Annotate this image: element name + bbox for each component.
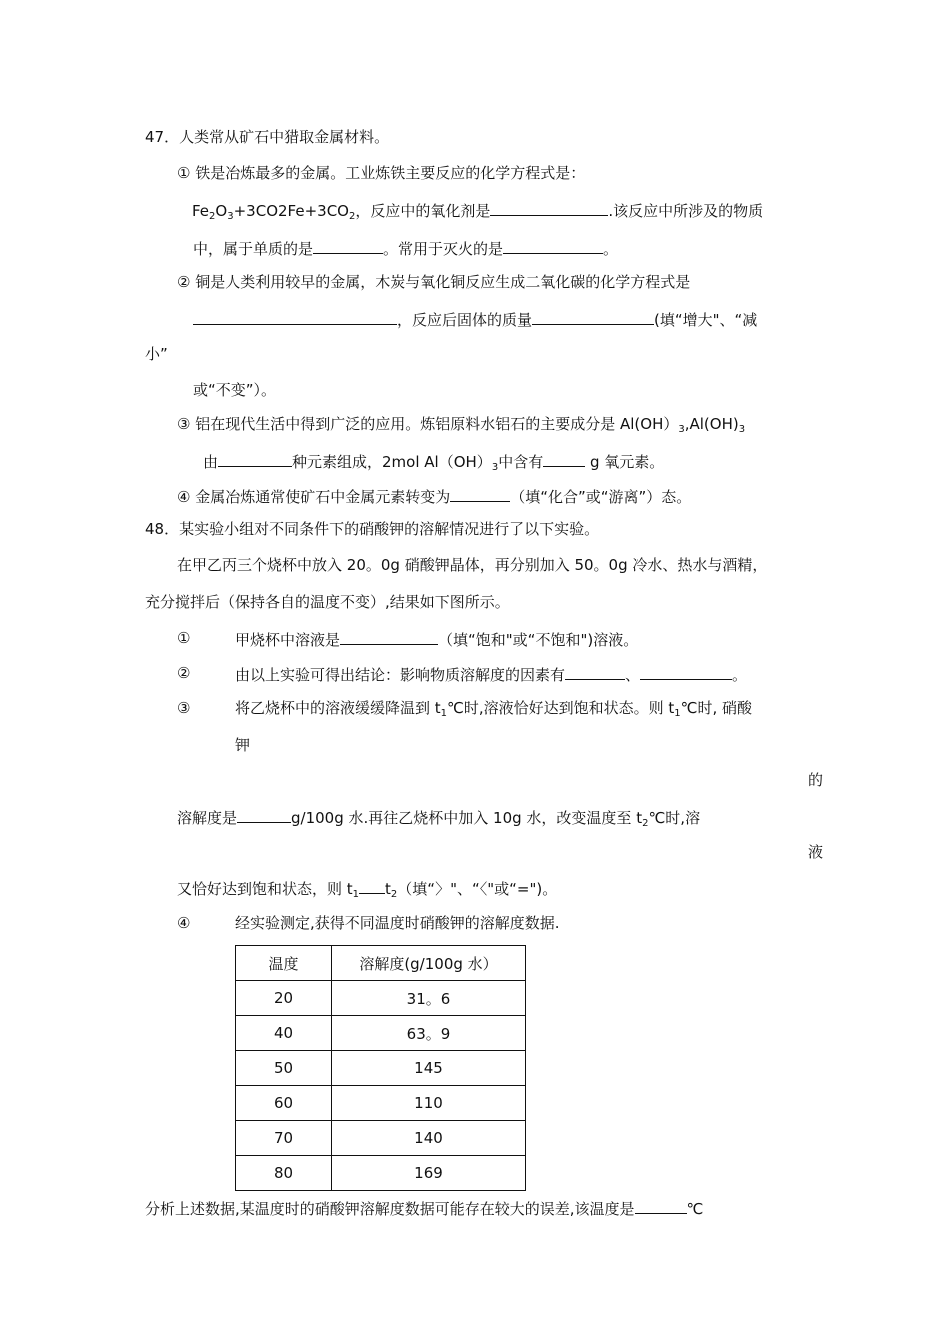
i3-b: ℃时,溶液恰好达到饱和状态。则 t [447,699,675,717]
table-cell: 20 [236,981,332,1016]
i1-a: 甲烧杯中溶液是 [235,631,341,649]
line3-c: 。 [603,240,619,258]
q48-item3-right1: 的 [808,771,824,789]
i2-c: 。 [732,666,748,684]
line3-b: 。常用于灭火的是 [383,240,504,258]
i1-b: （填“饱和"或“不饱和")溶液。 [438,631,639,649]
saturation-blank[interactable] [340,628,438,645]
final-b: ℃ [686,1200,704,1218]
element-count-blank[interactable] [218,450,292,467]
after-eq-text: ，反应中的氧化剂是 [355,202,491,220]
table-row [236,981,526,1016]
q47-part1-line3 [193,237,618,259]
table-header-temp: 温度 [236,946,332,981]
i3-line3-a: 溶解度是 [177,809,238,827]
q48-item3-line4 [177,877,557,905]
i3-sub5: 2 [390,889,398,900]
q48-item3-right2: 液 [808,843,824,861]
i3-c: ℃时, 硝酸 [680,699,753,717]
eq-sub-2: 2 [209,211,216,222]
q47-part1-equation-line [192,199,763,227]
table-cell: 145 [332,1051,526,1086]
table-cell: 80 [236,1156,332,1191]
table-cell: 140 [332,1121,526,1156]
after-blank1-text: .该反应中所涉及的物质 [608,202,764,220]
q48-item4: 经实验测定,获得不同温度时硝酸钾的溶解度数据. [235,914,560,932]
p3-line1-b: ,Al(OH) [684,415,739,433]
eq-mid: +3CO2Fe+3CO [233,202,349,220]
q48-item4-num: ④ [177,914,191,932]
p2-line2-a: ，反应后固体的质量 [397,311,533,329]
solubility-table [235,945,526,1191]
p3-sub3: 3 [491,462,499,473]
error-temp-blank[interactable] [635,1197,687,1214]
q47-title: 47．人类常从矿石中猎取金属材料。 [145,128,390,146]
eq-sub-3: 3 [227,211,234,222]
q47-part2-line3: 小” [145,345,168,363]
q47-part3-line1 [177,414,745,440]
q48-title: 48．某实验小组对不同条件下的硝酸钾的溶解情况进行了以下实验。 [145,520,600,538]
compare-blank[interactable] [359,877,385,894]
p3-line2-c: 中含有 [498,453,544,471]
table-cell: 40 [236,1016,332,1051]
q48-item3-line3 [177,806,700,834]
table-cell: 110 [332,1086,526,1121]
i2-b: 、 [625,666,641,684]
factor2-blank[interactable] [640,663,732,680]
q47-part2-line2 [193,308,757,330]
table-row [236,1086,526,1121]
i3-sub4: 1 [352,889,360,900]
q48-item2 [235,663,747,685]
i3-t2: t [385,880,391,898]
table-row [236,1051,526,1086]
fire-extinguish-blank[interactable] [503,237,603,254]
q47-part4-line [177,485,691,507]
q48-intro1: 在甲乙丙三个烧杯中放入 20。0g 硝酸钾晶体，再分别加入 50。0g 冷水、热水与酒精， [177,556,768,574]
i3-line4-a: 又恰好达到饱和状态，则 t [177,880,353,898]
p3-line2-b: 种元素组成，2mol Al（OH） [292,453,492,471]
p3-line2-d: g 氧元素。 [589,453,665,471]
q47-part1-intro: ① 铁是冶炼最多的金属。工业炼铁主要反应的化学方程式是： [177,164,586,182]
p2-line2-b: (填“增大"、“减 [654,311,758,329]
q48-item1-num: ① [177,629,191,647]
i3-sub3: 2 [642,818,649,829]
p3-line2-a: 由 [203,453,219,471]
p3-line1-a: ③ 铝在现代生活中得到广泛的应用。炼铝原料水铝石的主要成分是 Al(OH） [177,415,679,433]
copper-equation-blank[interactable] [193,308,397,325]
q48-item2-num: ② [177,664,191,682]
i3-line3-c: ℃时,溶 [648,809,701,827]
i2-a: 由以上实验可得出结论：影响物质溶解度的因素有 [235,666,566,684]
table-cell: 63。9 [332,1016,526,1051]
table-row [236,1156,526,1191]
q48-final [145,1197,703,1219]
i3-a: 将乙烧杯中的溶液缓缓降温到 t [235,699,441,717]
q48-item3-num: ③ [177,699,191,717]
factor1-blank[interactable] [565,663,625,680]
eq-fe: Fe [192,202,210,220]
table-row [236,1016,526,1051]
eq-sub-2b: 2 [348,211,356,222]
i3-sub1: 1 [440,708,448,719]
final-a: 分析上述数据,某温度时的硝酸钾溶解度数据可能存在较大的误差,该温度是 [145,1200,635,1218]
eq-o: O [215,202,228,220]
oxygen-mass-blank[interactable] [543,450,585,467]
table-cell: 60 [236,1086,332,1121]
line3-a: 中，属于单质的是 [193,240,314,258]
p4-a: ④ 金属冶炼通常使矿石中金属元素转变为 [177,488,451,506]
p3-sub2: 3 [738,424,746,435]
p4-b: （填“化合”或“游离”）态。 [510,488,692,506]
i3-sub2: 1 [674,708,681,719]
q47-part2-line4: 或“不变”）。 [193,381,277,399]
q48-item3-line1 [235,698,752,724]
p3-sub1: 3 [678,424,685,435]
table-header-solubility: 溶解度(g/100g 水） [332,946,526,981]
table-cell: 50 [236,1051,332,1086]
i3-line4-b: （填“〉"、“〈"或“=")。 [397,880,558,898]
oxidant-blank[interactable] [490,199,608,216]
table-cell: 169 [332,1156,526,1191]
table-cell: 31。6 [332,981,526,1016]
i3-line3-b: g/100g 水.再往乙烧杯中加入 10g 水，改变温度至 t [291,809,643,827]
solid-mass-blank[interactable] [532,308,654,325]
q48-item1 [235,628,638,650]
state-blank[interactable] [450,485,510,502]
q48-item3-line2: 钾 [235,736,251,754]
solubility-blank[interactable] [237,806,291,823]
table-header-row [236,946,526,981]
element-blank[interactable] [313,237,383,254]
q47-part2-intro: ② 铜是人类利用较早的金属，木炭与氧化铜反应生成二氧化碳的化学方程式是 [177,273,691,291]
q48-intro2: 充分搅拌后（保持各自的温度不变）,结果如下图所示。 [145,593,510,611]
table-row [236,1121,526,1156]
table-cell: 70 [236,1121,332,1156]
q47-part3-line2 [203,450,664,478]
